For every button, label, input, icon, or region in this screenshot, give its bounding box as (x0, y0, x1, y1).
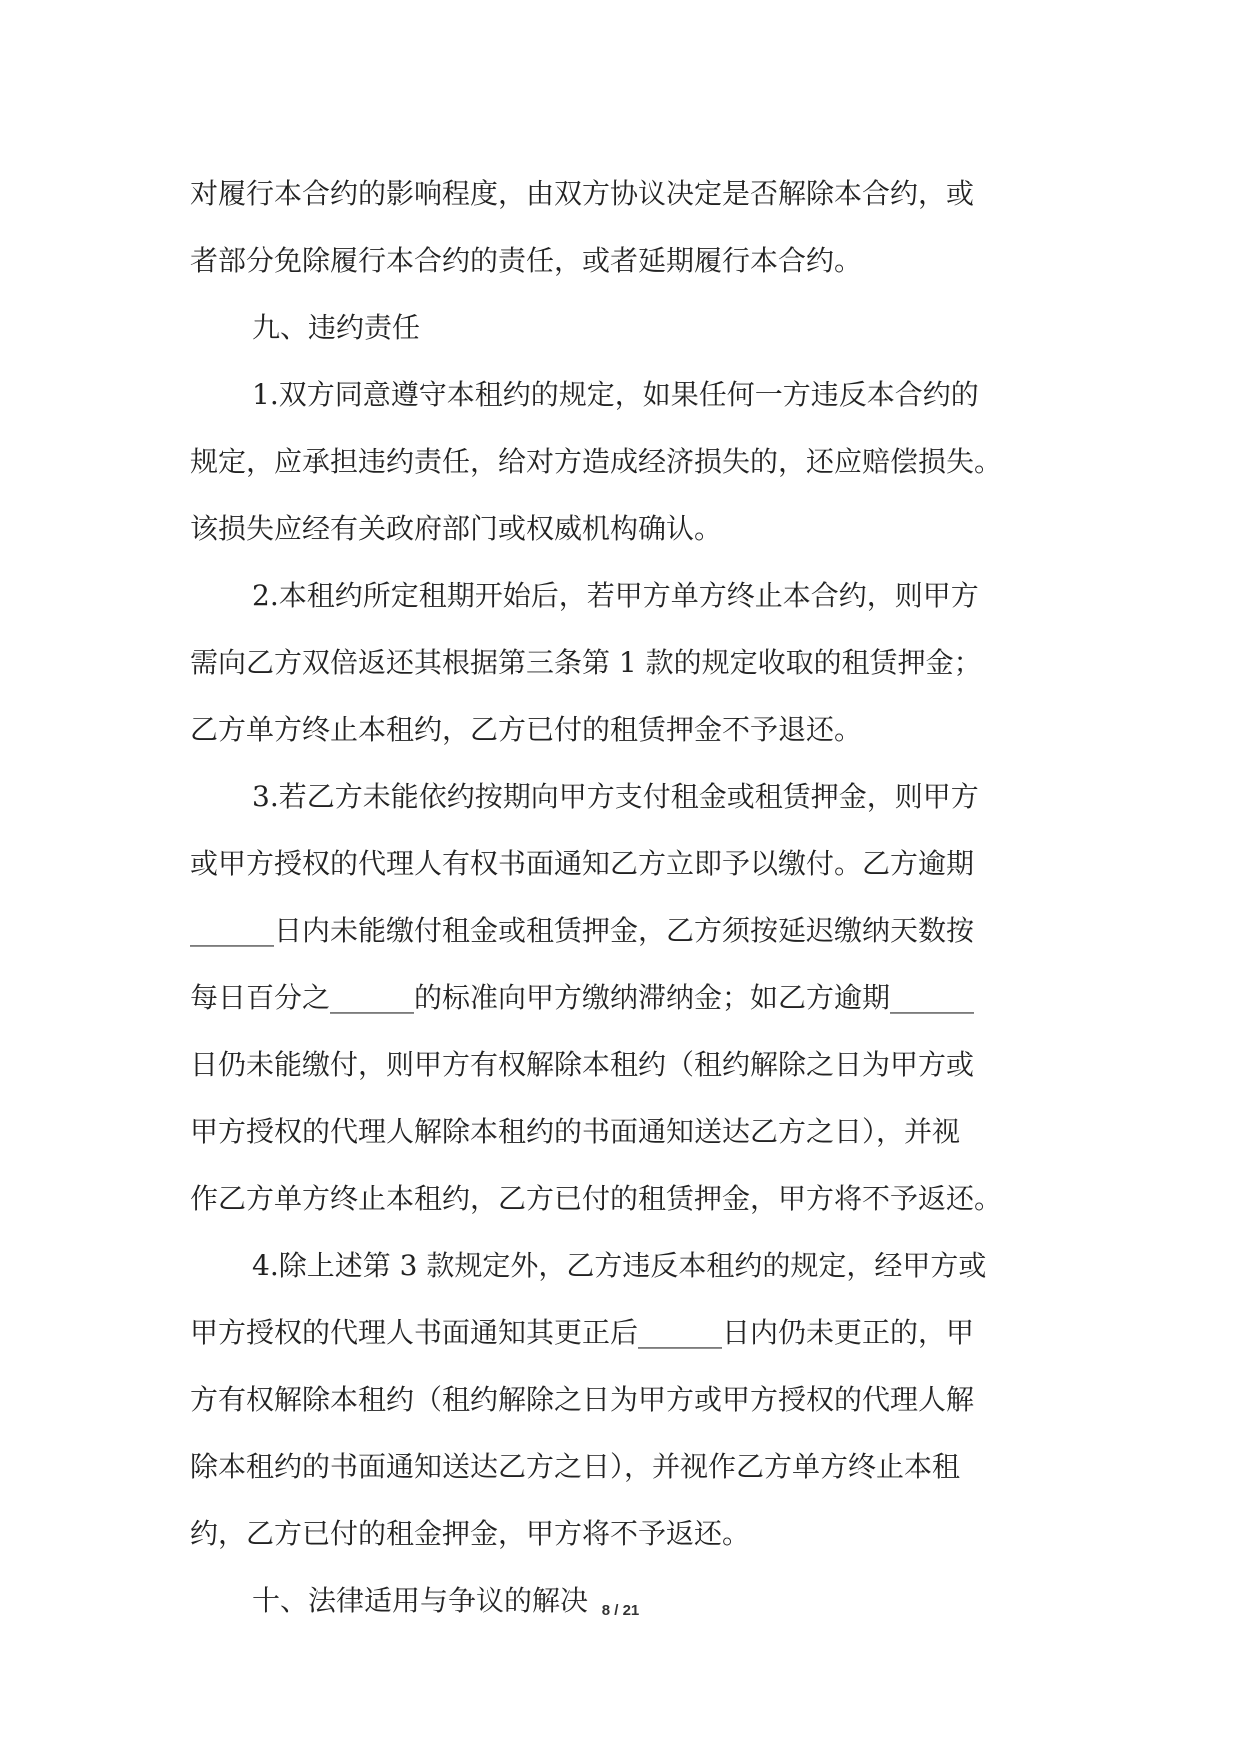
text-line: 甲方授权的代理人书面通知其更正后______日内仍未更正的，甲 (190, 1316, 975, 1349)
text-line: 乙方单方终止本租约，乙方已付的租赁押金不予退还。 (190, 713, 863, 746)
text-line: 4.除上述第 3 款规定外，乙方违反本租约的规定，经甲方或 (252, 1249, 987, 1282)
text-line: 每日百分之______的标准向甲方缴纳滞纳金；如乙方逾期______ (190, 981, 975, 1014)
text-line: 甲方授权的代理人解除本租约的书面通知送达乙方之日），并视 (190, 1115, 961, 1148)
text-line: 作乙方单方终止本租约，乙方已付的租赁押金，甲方将不予返还。 (190, 1182, 1003, 1215)
text-line: 对履行本合约的影响程度，由双方协议决定是否解除本合约，或 (190, 177, 975, 210)
text-line: 1.双方同意遵守本租约的规定，如果任何一方违反本合约的 (252, 378, 979, 411)
section-heading: 十、法律适用与争议的解决 (252, 1584, 589, 1617)
text-line: ______日内未能缴付租金或租赁押金，乙方须按延迟缴纳天数按 (190, 914, 975, 947)
text-line: 3.若乙方未能依约按期向甲方支付租金或租赁押金，则甲方 (252, 780, 979, 813)
text-line: 或甲方授权的代理人有权书面通知乙方立即予以缴付。乙方逾期 (190, 847, 975, 880)
text-line: 日仍未能缴付，则甲方有权解除本租约（租约解除之日为甲方或 (190, 1048, 975, 1081)
text-line: 需向乙方双倍返还其根据第三条第 1 款的规定收取的租赁押金； (190, 646, 982, 679)
text-line: 方有权解除本租约（租约解除之日为甲方或甲方授权的代理人解 (190, 1383, 975, 1416)
text-line: 2.本租约所定租期开始后，若甲方单方终止本合约，则甲方 (252, 579, 979, 612)
text-line: 该损失应经有关政府部门或权威机构确认。 (190, 512, 723, 545)
text-line: 除本租约的书面通知送达乙方之日），并视作乙方单方终止本租 (190, 1450, 961, 1483)
text-line: 规定，应承担违约责任，给对方造成经济损失的，还应赔偿损失。 (190, 445, 1003, 478)
page-number: 8 / 21 (601, 1602, 640, 1619)
section-heading: 九、违约责任 (252, 311, 421, 344)
text-line: 者部分免除履行本合约的责任，或者延期履行本合约。 (190, 244, 863, 277)
document-body (190, 160, 1060, 1634)
text-line: 约，乙方已付的租金押金，甲方将不予返还。 (190, 1517, 751, 1550)
